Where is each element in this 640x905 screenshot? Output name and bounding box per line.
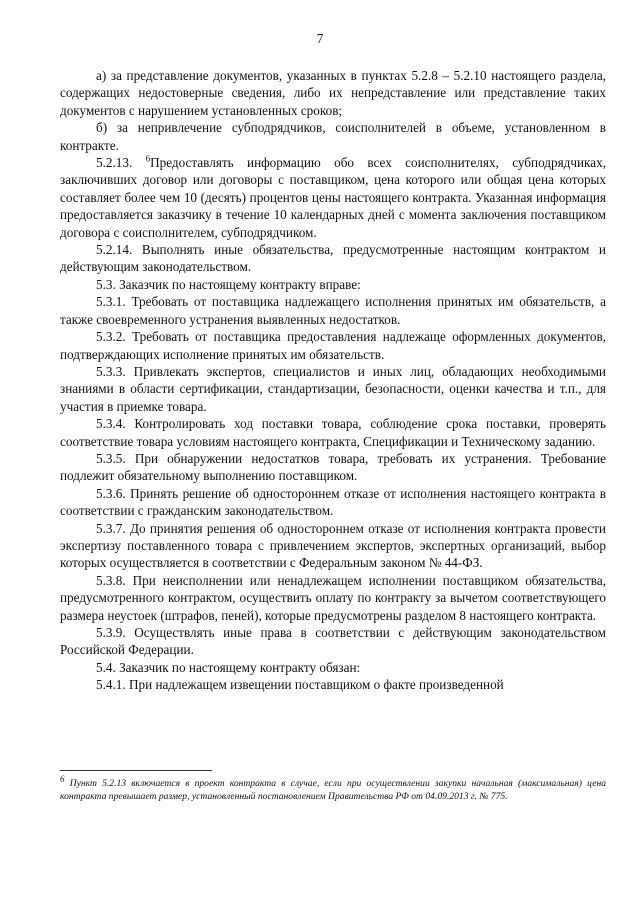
paragraph-5-4-1: 5.4.1. При надлежащем извещении поставщиком о факте произведенной [96,677,504,693]
paragraph-a: а) за представление документов, указанных в пунктах 5.2.8 – 5.2.10 настоящего раздела, содержащих недостоверные сведения, либо их непредставление или представление таких документов с нарушением установленных сроков; [60,68,606,118]
paragraph-5-3-7: 5.3.7. До принятия решения об одностороннем отказе от исполнения контракта провести экспертизу поставленного товара с привлечением экспертов, экспертных организаций, выбор которых осуществляется в соответствии с Федеральным законом № 44-ФЗ. [60,520,606,571]
paragraph-text: Предоставлять информацию обо всех соисполнителях, субподрядчиках, заключивших договор или договоры с поставщиком, цена которого или общая цена которых составляет более чем 10 (десять) процентов цены настоящего контракта. Указанная информация предоставляется заказчику в течение 10 календарных дней с момента заключения поставщиком договора с соисполнителем, субподрядчиком. [60,155,606,240]
footnote-divider [60,770,212,771]
paragraph-5-3: 5.3. Заказчик по настоящему контракту вправе: [96,276,361,292]
footnote [60,773,607,803]
paragraph-5-3-1: 5.3.1. Требовать от поставщика надлежащего исполнения принятых им обязательств, а также своевременного устранения выявленных недостатков. [60,294,606,327]
paragraph-5-3-2: 5.3.2. Требовать от поставщика предоставления надлежаще оформленных документов, подтверждающих исполнение принятых им обязательств. [60,329,606,362]
paragraph-b: б) за непривлечение субподрядчиков, соисполнителей в объеме, установленном в контракте. [60,120,606,153]
paragraph-number: 5.2.13. [96,155,133,171]
footnote-number: 6 [60,773,65,784]
paragraph-5-3-5: 5.3.5. При обнаружении недостатков товара, требовать их устранения. Требование подлежит обязательному выполнению поставщиком. [60,450,606,484]
document-body [60,67,606,694]
paragraph-5-3-6: 5.3.6. Принять решение об одностороннем отказе от исполнения настоящего контракта в соответствии с гражданским законодательством. [60,485,606,519]
paragraph-5-2-14: 5.2.14. Выполнять иные обязательства, предусмотренные настоящим контрактом и действующим законодательством. [60,242,606,275]
paragraph-5-3-3: 5.3.3. Привлекать экспертов, специалистов и иных лиц, обладающих необходимыми знаниями в области сертификации, стандартизации, безопасности, оценки качества и т.п., для участия в приемке товара. [60,363,606,414]
paragraph-5-2-13 [60,154,606,241]
page-number: 7 [316,31,324,46]
footnote-marker: 6 [145,153,151,164]
footnote-text: Пункт 5.2.13 включается в проект контракта в случае, если при осуществлении закупки начальная (максимальная) цена контракта превышает размер, установленный постановлением Правительства РФ от 04.09.2013 г. № 775. [60,778,607,803]
paragraph-5-4: 5.4. Заказчик по настоящему контракту обязан: [96,659,361,675]
paragraph-5-3-9: 5.3.9. Осуществлять иные права в соответствии с действующим законодательством Российской Федерации. [60,625,606,658]
paragraph-5-3-4: 5.3.4. Контролировать ход поставки товара, соблюдение срока поставки, проверять соответствие товара условиям настоящего контракта, Спецификации и Техническому заданию. [60,416,606,449]
paragraph-5-3-8: 5.3.8. При неисполнении или ненадлежащем исполнении поставщиком обязательства, предусмотренного контрактом, осуществить оплату по контракту за вычетом соответствующего размера неустоек (штрафов, пеней), которые предусмотрены разделом 8 настоящего контракта. [60,572,606,623]
